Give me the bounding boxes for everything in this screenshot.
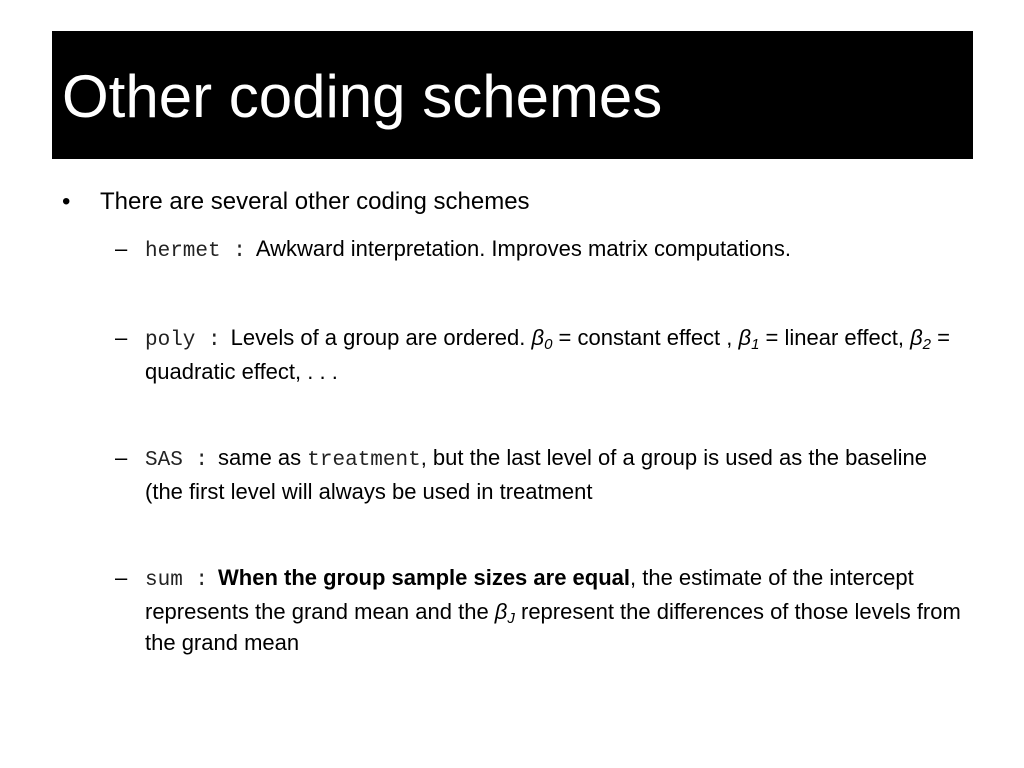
- beta-0: $\beta_0$: [531, 325, 553, 353]
- beta-j: $\beta_J$: [494, 599, 515, 627]
- bullet-main-text: There are several other coding schemes: [100, 188, 530, 215]
- beta-2: $\beta_2$: [910, 325, 931, 353]
- dash-marker: –: [115, 325, 128, 350]
- sub-item-sas: [115, 442, 965, 507]
- poly-text-a: Levels of a group are ordered.: [230, 325, 532, 350]
- poly-text-b: = constant effect ,: [552, 325, 739, 350]
- code-sas: SAS :: [145, 449, 209, 472]
- sum-text-a: , the estimate of the intercept represents the grand mean and the: [145, 565, 914, 624]
- sub-item-poly: [115, 322, 965, 387]
- beta-1: $\beta_1$: [738, 325, 760, 353]
- hermet-text: Awkward interpretation. Improves matrix computations.: [255, 236, 791, 261]
- code-poly: poly :: [145, 329, 221, 352]
- sas-text-a: same as: [218, 445, 308, 470]
- sub-item-sum: [115, 562, 965, 658]
- sum-text-b: represent the differences of those levels from the grand mean: [145, 599, 961, 655]
- slide-title: Other coding schemes: [62, 63, 663, 130]
- sas-text-b: , but the last level of a group is used as the baseline (the first level will always be used in treatment: [145, 445, 928, 504]
- bullet-marker: •: [62, 188, 71, 215]
- sum-bold-text: When the group sample sizes are equal: [218, 565, 631, 590]
- sub-item-hermet: [115, 233, 965, 267]
- code-sum: sum :: [145, 569, 209, 592]
- poly-text-c: = linear effect,: [759, 325, 911, 350]
- dash-marker: –: [115, 445, 128, 470]
- code-hermet: hermet :: [145, 240, 246, 263]
- poly-text-d: = quadratic effect, . . .: [145, 325, 950, 384]
- dash-marker: –: [115, 565, 128, 590]
- title-bar: [52, 31, 973, 159]
- code-treatment: treatment: [307, 449, 421, 472]
- dash-marker: –: [115, 236, 128, 261]
